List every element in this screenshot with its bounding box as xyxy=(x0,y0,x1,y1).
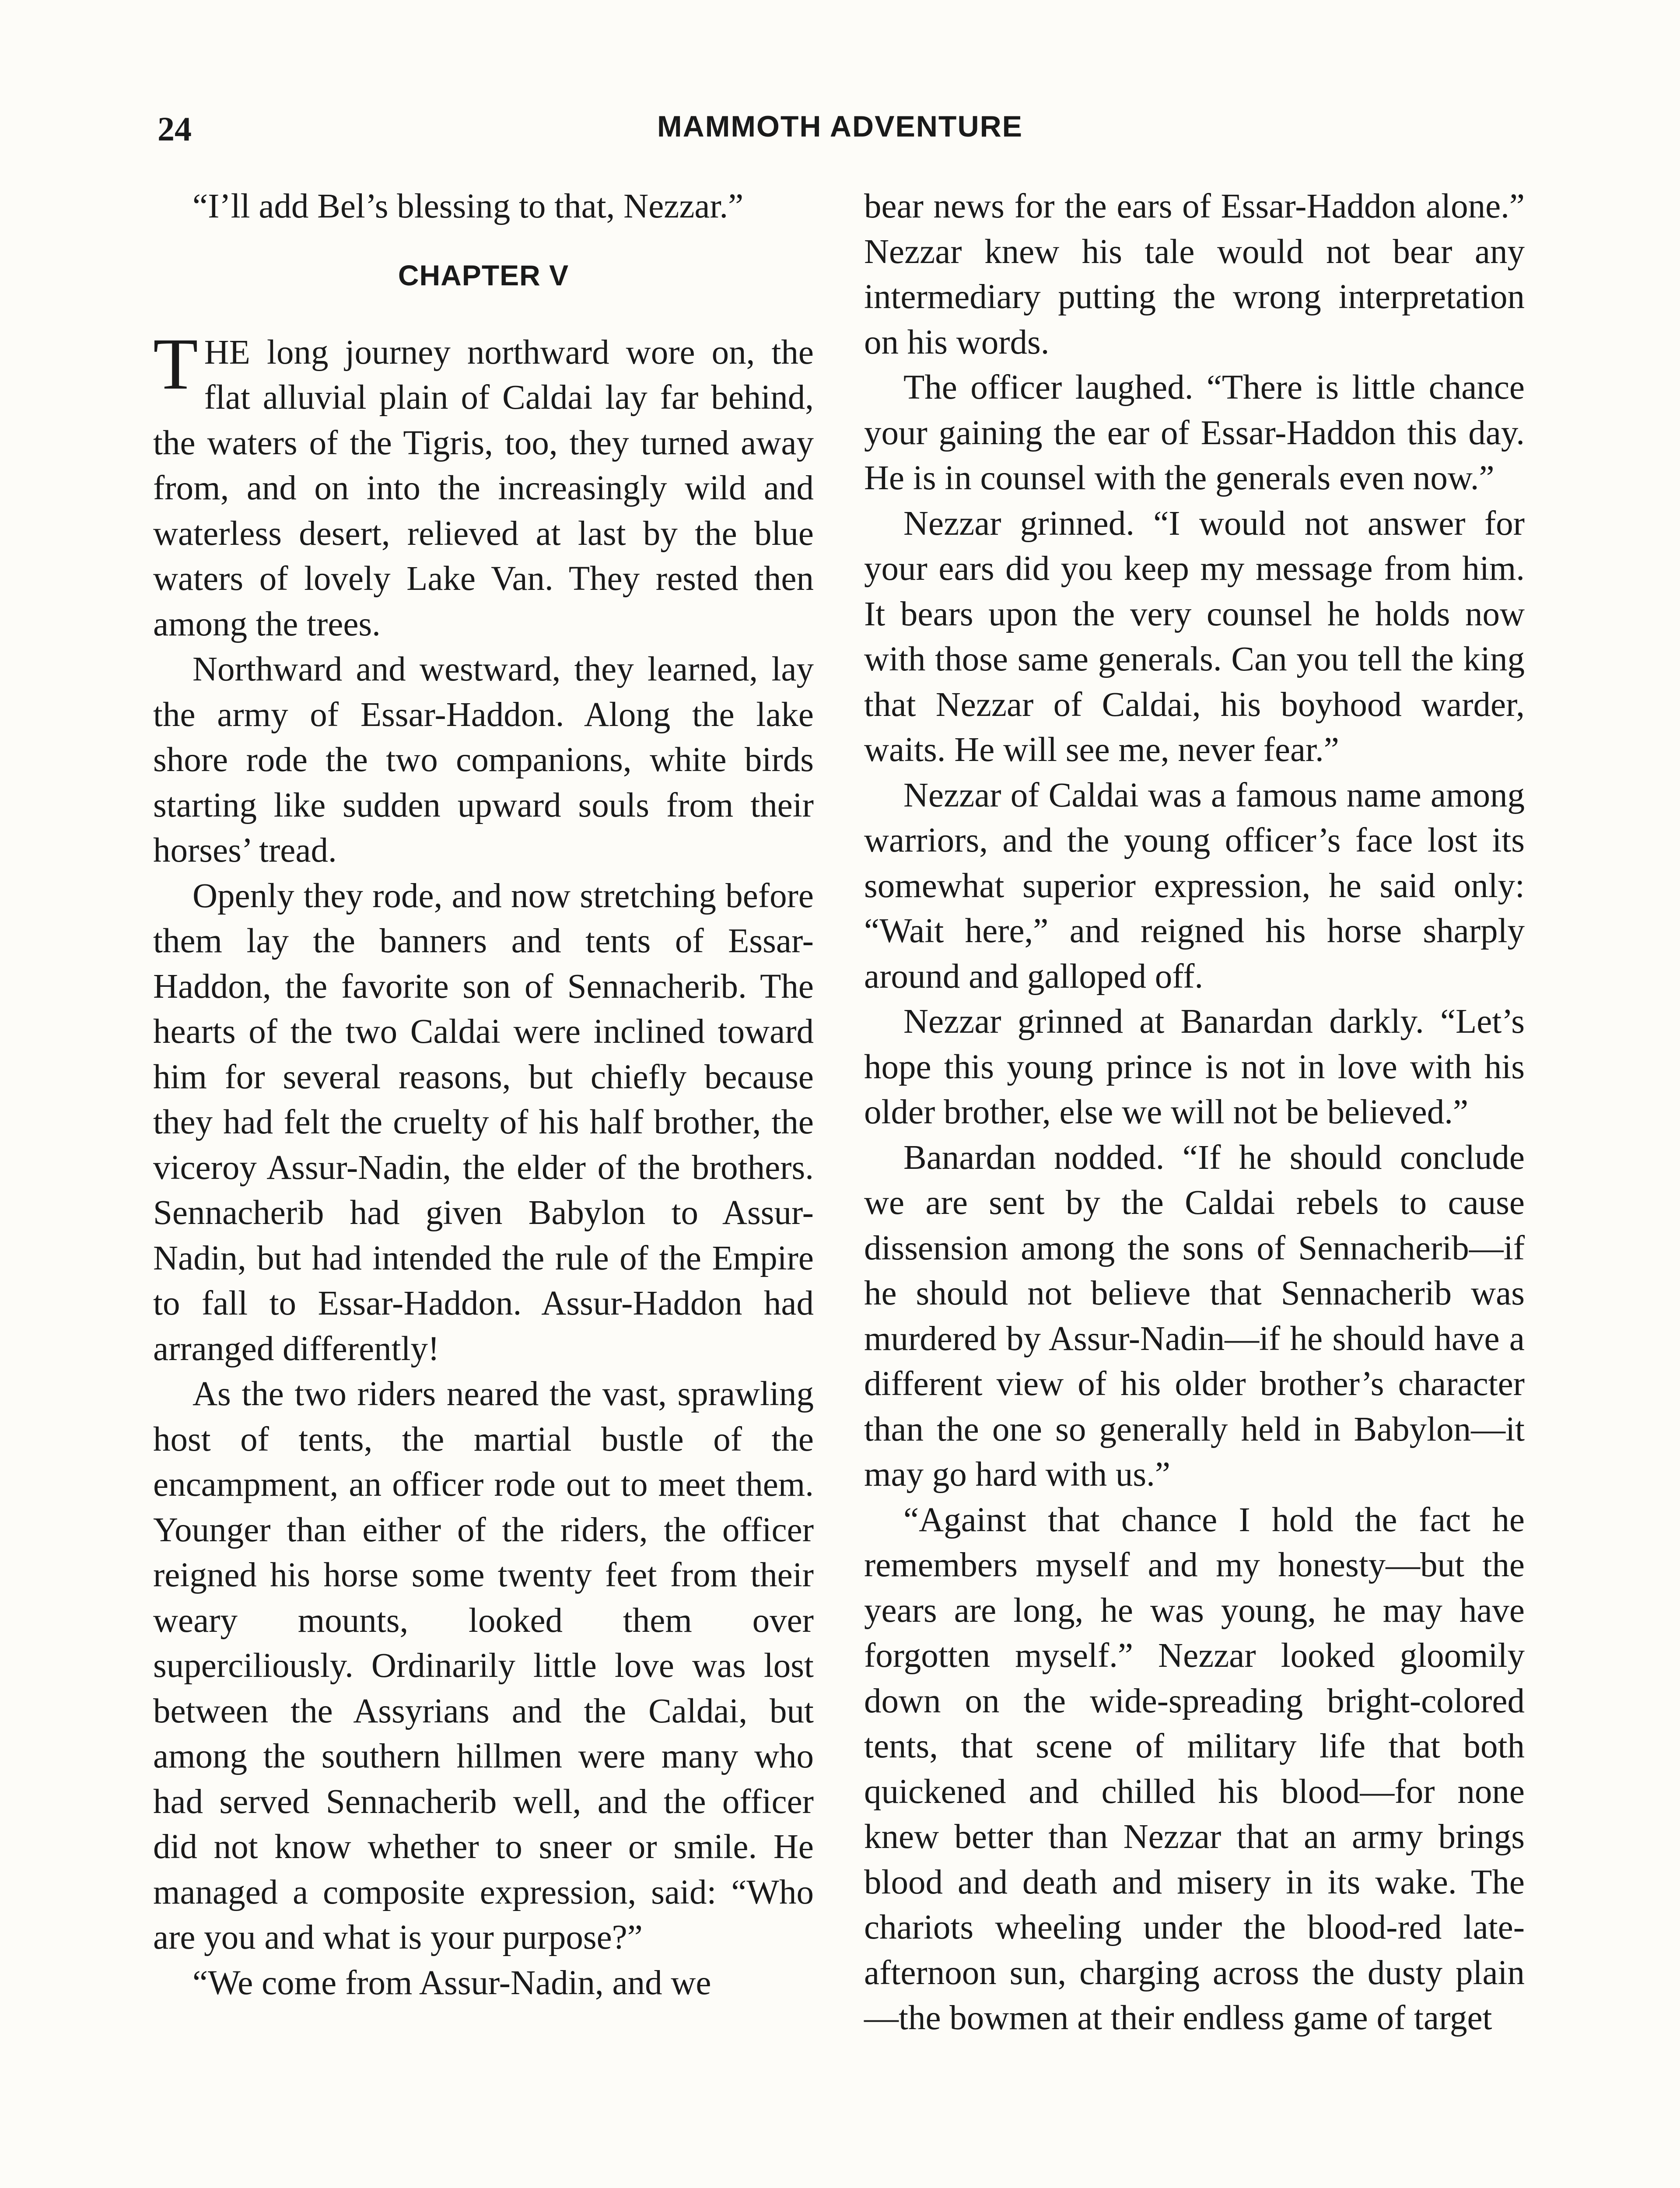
first-paragraph-text: HE long journey northward wore on, the flat alluvial plain of Caldai lay far behind, the waters of the Tigris, too, they turned away from, and on into the increasingly wild and waterless desert, relieved at last by the blue waters of lovely Lake Van. They rested then among the trees. xyxy=(153,333,814,643)
opening-paragraph: “I’ll add Bel’s blessing to that, Nezzar.” xyxy=(192,187,744,225)
right-column xyxy=(864,184,1525,2041)
paragraph: “Against that chance I hold the fact he remembers myself and my honesty—but the years are long, he was young, he may have forgotten myself.” Nezzar looked gloomily down on the wide-spreading bright-colored tents, that scene of military life that both quickened and chilled his blood—for none knew better than Nezzar that an army brings blood and death and misery in its wake. The chariots wheeling under the blood-red late-afternoon sun, charging across the dusty plain—the bowmen at their endless game of target xyxy=(864,1501,1525,2037)
chapter-heading: CHAPTER V xyxy=(398,259,569,291)
paragraph: “We come from Assur-Nadin, and we xyxy=(192,1964,711,2002)
paragraph: Northward and westward, they learned, lay the army of Essar-Haddon. Along the lake shore rode the two companions, white birds starting like sudden upward souls from their horses’ tread. xyxy=(153,650,814,870)
continuation-paragraph: bear news for the ears of Essar-Haddon alone.” Nezzar knew his tale would not bear any intermediary putting the wrong interpretation on his words. xyxy=(864,187,1525,361)
paragraph: Nezzar grinned. “I would not answer for your ears did you keep my message from him. It bears upon the very counsel he holds now with those same generals. Can you tell the king that Nezzar of Caldai, his boyhood warder, waits. He will see me, never fear.” xyxy=(864,504,1525,769)
page-number: 24 xyxy=(158,110,192,148)
paragraph: As the two riders neared the vast, sprawling host of tents, the martial bustle of the encampment, an officer rode out to meet them. Younger than either of the riders, the officer reigned his horse some twenty feet from their weary mounts, looked them over superciliously. Ordinarily little love was lost between the Assyrians and the Caldai, but among the southern hillmen were many who had served Sennacherib well, and the officer did not know whether to sneer or smile. He managed a composite expression, said: “Who are you and what is your purpose?” xyxy=(153,1375,814,1957)
paragraph: The officer laughed. “There is little chance your gaining the ear of Essar-Haddon this day. He is in counsel with the generals even now.” xyxy=(864,368,1525,497)
drop-cap: T xyxy=(153,323,198,405)
left-column xyxy=(153,184,814,2006)
paragraph: Nezzar of Caldai was a famous name among warriors, and the young officer’s face lost its somewhat superior expression, he said only: “Wait here,” and reigned his horse sharply around and galloped off. xyxy=(864,776,1525,996)
paragraph: Openly they rode, and now stretching before them lay the banners and tents of Essar-Haddon, the favorite son of Sennacherib. The hearts of the two Caldai were inclined toward him for several reasons, but chiefly because they had felt the cruelty of his half brother, the viceroy Assur-Nadin, the elder of the brothers. Sennacherib had given Babylon to Assur-Nadin, but had intended the rule of the Empire to fall to Essar-Haddon. Assur-Haddon had arranged differently! xyxy=(153,877,814,1368)
paragraph: Nezzar grinned at Banardan darkly. “Let’s hope this young prince is not in love with his older brother, else we will not be believed.” xyxy=(864,1003,1525,1131)
running-title: MAMMOTH ADVENTURE xyxy=(657,110,1023,143)
first-paragraph xyxy=(153,323,814,647)
paragraph: Banardan nodded. “If he should conclude we are sent by the Caldai rebels to cause dissension among the sons of Sennacherib—if he should not believe that Sennacherib was murdered by Assur-Nadin—if he should have a different view of his older brother’s character than the one so generally held in Babylon—it may go hard with us.” xyxy=(864,1138,1525,1494)
page-header xyxy=(158,109,1522,153)
